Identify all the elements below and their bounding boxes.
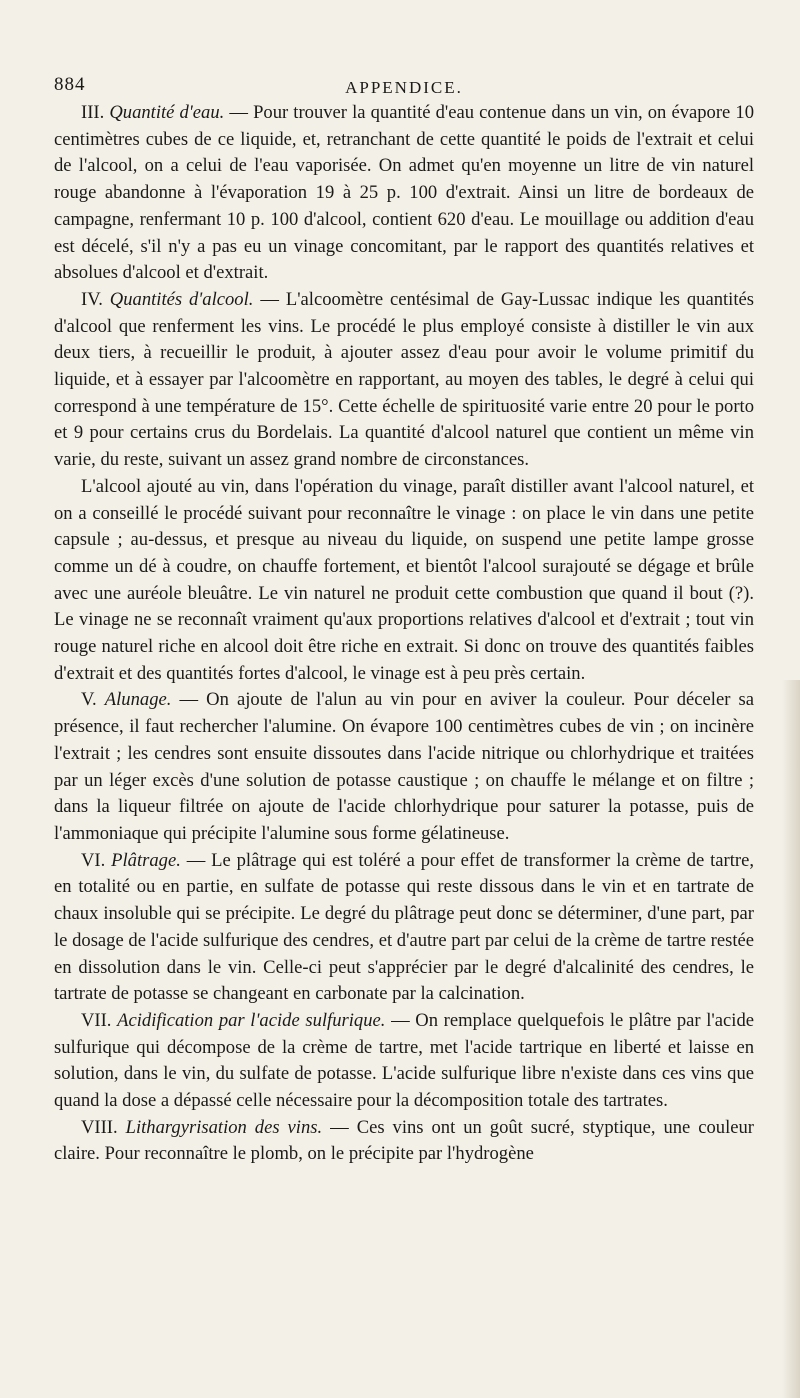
running-title: APPENDICE. (345, 78, 463, 97)
section-title: Quantités d'alcool. (109, 288, 254, 310)
section-title: Quantité d'eau. (109, 102, 225, 123)
section-title: Lithargyrisation des vins. (125, 1116, 323, 1138)
section-numeral: III. (81, 102, 105, 123)
running-header (54, 74, 754, 100)
section-title: Alunage. (104, 689, 172, 711)
section-text: L'alcool ajouté au vin, dans l'opération du vinage, paraît distiller avant l'alcool naturel, et on a conseillé le procédé suivant pour reconnaître le vinage : on place le vin dans une petite capsule ; au-dessus, et presque au niveau du liquide, on suspend une petite lampe grosse comme un dé à coudre, on chauffe fortement, et bientôt l'alcool surajouté se dégage et brûle avec une auréole bleuâtre. Le vin naturel ne produit cette combustion que quand il bout (?). Le vinage ne se reconnaît vraiment qu'aux proportions relatives d'alcool et d'extrait ; tout vin rouge naturel riche en alcool doit être riche en extrait. Si donc on trouve des quantités faibles d'extrait et des quantités fortes d'alcool, le vinage est à peu près certain. (54, 475, 754, 684)
section-iv (54, 287, 754, 474)
section-iii (54, 100, 754, 287)
section-text: — L'alcoomètre centésimal de Gay-Lussac indique les quantités d'alcool que renferment les vins. Le procédé le plus employé consiste à distiller le vin aux deux tiers, à recueillir le produit, à ajouter assez d'eau pour avoir le volume primitif du liquide, et à essayer par l'alcoomètre en rapportant, au moyen des tables, le degré à celui qui correspond à une température de 15°. Cette échelle de spirituosité varie entre 20 pour le porto et 9 pour certains crus du Bordelais. La quantité d'alcool naturel que contient un même vin varie, du reste, suivant un assez grand nombre de circonstances. (54, 288, 755, 471)
section-numeral: IV. (81, 288, 103, 310)
page-body (54, 100, 754, 1168)
page-number: 884 (54, 74, 86, 95)
section-v (54, 687, 754, 847)
section-numeral: VI. (81, 849, 106, 871)
section-title: Acidification par l'acide sulfurique. (117, 1009, 386, 1031)
section-text: — Le plâtrage qui est toléré a pour effet de transformer la crème de tartre, en totalité ou en partie, en sulfate de potasse qui reste dissous dans le vin et en tartrate de chaux insoluble qui se précipite. Le degré du plâtrage peut donc se déterminer, d'une part, par le dosage de l'acide sulfurique des cendres, et d'autre part par celui de la crème de tartre restée en dissolution dans le vin. Celle-ci peut s'apprécier par le degré d'alcalinité des cendres, le tartrate de potasse se changeant en carbonate par la calcination. (54, 849, 754, 1005)
section-numeral: V. (81, 689, 97, 711)
section-text: — On ajoute de l'alun au vin pour en aviver la couleur. Pour déceler sa présence, il faut rechercher l'alumine. On évapore 100 centimètres cubes de vin ; on incinère l'extrait ; les cendres sont ensuite dissoutes dans l'acide nitrique ou chlorhydrique et traitées par un léger excès d'une solution de potasse caustique ; on chauffe le mélange et on filtre ; dans la liqueur filtrée on ajoute de l'acide chlorhydrique pour saturer la potasse, puis de l'ammoniaque qui précipite l'alumine sous forme gélatineuse. (54, 689, 754, 844)
section-vii (54, 1008, 754, 1115)
section-viii (54, 1115, 754, 1168)
section-title: Plâtrage. (111, 849, 181, 871)
section-text: — Pour trouver la quantité d'eau contenue dans un vin, on évapore 10 centimètres cubes de ce liquide, et, retranchant de cette quantité le poids de l'extrait et celui de l'alcool, on a celui de l'eau vaporisée. On admet qu'en moyenne un litre de vin naturel rouge abandonne à l'évaporation 19 à 25 p. 100 d'extrait. Ainsi un litre de bordeaux de campagne, renfermant 10 p. 100 d'alcool, contient 620 d'eau. Le mouillage ou addition d'eau est décelé, s'il n'y a pas eu un vinage concomitant, par le rapport des quantités relatives et absolues d'alcool et d'extrait. (54, 102, 754, 284)
section-iv-continued (54, 474, 754, 688)
section-numeral: VII. (81, 1009, 112, 1031)
section-text: — Ces vins ont un goût sucré, styptique, une couleur claire. Pour reconnaître le plomb, on le précipite par l'hydrogène (54, 1116, 755, 1165)
section-text: — On remplace quelquefois le plâtre par l'acide sulfurique qui décompose de la crème de tartre, met l'acide tartrique en liberté et laisse en solution, dans le vin, du sulfate de potasse. L'acide sulfurique libre n'existe dans ces vins que quand la dose a dépassé celle nécessaire pour la décomposition totale des tartrates. (54, 1009, 754, 1112)
section-numeral: VIII. (81, 1116, 118, 1138)
page-edge-shadow (782, 680, 800, 1398)
section-vi (54, 848, 754, 1008)
